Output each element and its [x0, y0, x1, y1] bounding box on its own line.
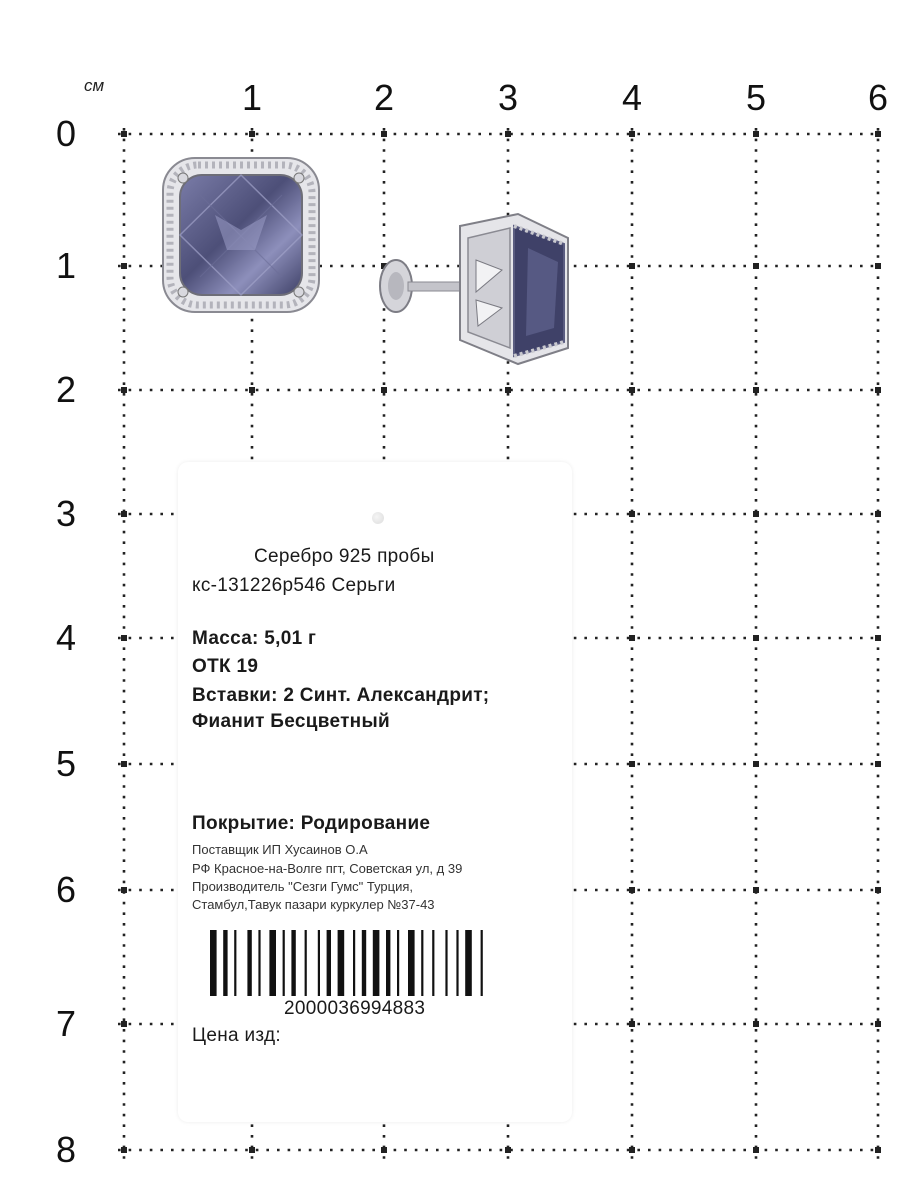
ruler-y-label: 8 — [56, 1129, 77, 1170]
grid-node — [753, 263, 759, 269]
barcode-bar — [318, 930, 320, 996]
ruler-x-label: 1 — [241, 77, 263, 118]
grid-node — [875, 1021, 881, 1027]
grid-node — [249, 131, 255, 137]
barcode-bar — [223, 930, 227, 996]
grid-node — [121, 131, 127, 137]
barcode-bar — [258, 930, 260, 996]
barcode-bar — [338, 930, 345, 996]
earring-side-icon — [368, 208, 578, 368]
barcode-bar — [386, 930, 390, 996]
barcode-bar — [269, 930, 276, 996]
grid-node — [753, 761, 759, 767]
barcode-bar — [397, 930, 399, 996]
ruler-y-label: 5 — [56, 743, 77, 784]
grid-node — [629, 1021, 635, 1027]
grid-node — [875, 131, 881, 137]
ruler-y-label: 3 — [56, 493, 77, 534]
barcode-bar — [234, 930, 236, 996]
grid-node — [121, 1021, 127, 1027]
tag-otk: ОТК 19 — [192, 656, 259, 677]
barcode-bar — [408, 930, 415, 996]
grid-node — [875, 761, 881, 767]
grid-node — [875, 635, 881, 641]
barcode-bar — [305, 930, 307, 996]
grid-node — [121, 263, 127, 269]
grid-node — [121, 1147, 127, 1153]
grid-node — [121, 511, 127, 517]
ruler-y-label: 4 — [56, 617, 77, 658]
grid-node — [875, 263, 881, 269]
tag-producer: Производитель "Сезги Гумс" Турция, — [192, 879, 414, 894]
grid-node — [629, 1147, 635, 1153]
barcode-bar — [291, 930, 295, 996]
barcode-bar — [432, 930, 434, 996]
grid-node — [629, 387, 635, 393]
grid-node — [121, 761, 127, 767]
grid-node — [875, 887, 881, 893]
barcode — [210, 930, 522, 996]
barcode-bar — [362, 930, 366, 996]
barcode-bar — [210, 930, 217, 996]
ruler-y-label: 2 — [56, 369, 77, 410]
grid-node — [629, 761, 635, 767]
earring-front-icon — [160, 155, 322, 315]
barcode-bar — [421, 930, 423, 996]
grid-node — [381, 387, 387, 393]
ruler-x-label: 2 — [373, 77, 395, 118]
grid-node — [381, 131, 387, 137]
tag-mass: Масса: 5,01 г — [192, 628, 317, 649]
grid-node — [505, 1147, 511, 1153]
ruler-x-label: 6 — [867, 77, 889, 118]
ruler-y-label: 1 — [56, 245, 77, 286]
tag-coating: Покрытие: Родирование — [192, 813, 431, 834]
grid-node — [505, 131, 511, 137]
grid-node — [875, 1147, 881, 1153]
tag-article-line: кс-131226р546 Серьги — [192, 575, 396, 596]
grid-node — [753, 1147, 759, 1153]
tag-hole — [372, 512, 384, 524]
barcode-bar — [283, 930, 285, 996]
tag-inserts-line-1: Вставки: 2 Синт. Александрит; — [192, 685, 490, 706]
barcode-bar — [456, 930, 458, 996]
grid-node — [753, 511, 759, 517]
ruler-x-label: 4 — [621, 77, 643, 118]
grid-node — [249, 1147, 255, 1153]
barcode-bar — [353, 930, 355, 996]
grid-node — [505, 387, 511, 393]
tag-supplier: Поставщик ИП Хусаинов О.А — [192, 842, 368, 857]
barcode-bar — [327, 930, 331, 996]
grid-node — [121, 887, 127, 893]
tag-address: РФ Красное-на-Волге пгт, Советская ул, д 39 — [192, 861, 463, 876]
grid-node — [753, 635, 759, 641]
ruler-x-label: 5 — [745, 77, 767, 118]
grid-node — [629, 131, 635, 137]
barcode-number: 2000036994883 — [284, 998, 426, 1019]
barcode-bar — [247, 930, 251, 996]
grid-node — [629, 511, 635, 517]
tag-price-label: Цена изд: — [192, 1025, 281, 1046]
ruler-y-label: 6 — [56, 869, 77, 910]
tag-city: Стамбул,Тавук пазари куркулер №37-43 — [192, 897, 435, 912]
grid-node — [753, 387, 759, 393]
grid-node — [753, 887, 759, 893]
grid-node — [629, 263, 635, 269]
ruler-unit-label: см — [84, 76, 105, 95]
tag-metal-line: Серебро 925 пробы — [254, 546, 435, 567]
grid-node — [753, 131, 759, 137]
grid-node — [121, 387, 127, 393]
barcode-bar — [481, 930, 483, 996]
grid-node — [249, 387, 255, 393]
grid-node — [629, 635, 635, 641]
barcode-bar — [373, 930, 380, 996]
grid-node — [629, 887, 635, 893]
barcode-bar — [465, 930, 472, 996]
grid-node — [875, 511, 881, 517]
ruler-y-label: 7 — [56, 1003, 77, 1044]
ruler-x-label: 3 — [497, 77, 519, 118]
barcode-bar — [445, 930, 447, 996]
grid-node — [381, 1147, 387, 1153]
grid-node — [753, 1021, 759, 1027]
tag-inserts-line-2: Фианит Бесцветный — [192, 711, 390, 732]
grid-node — [121, 635, 127, 641]
grid-node — [875, 387, 881, 393]
ruler-y-label: 0 — [56, 113, 77, 154]
